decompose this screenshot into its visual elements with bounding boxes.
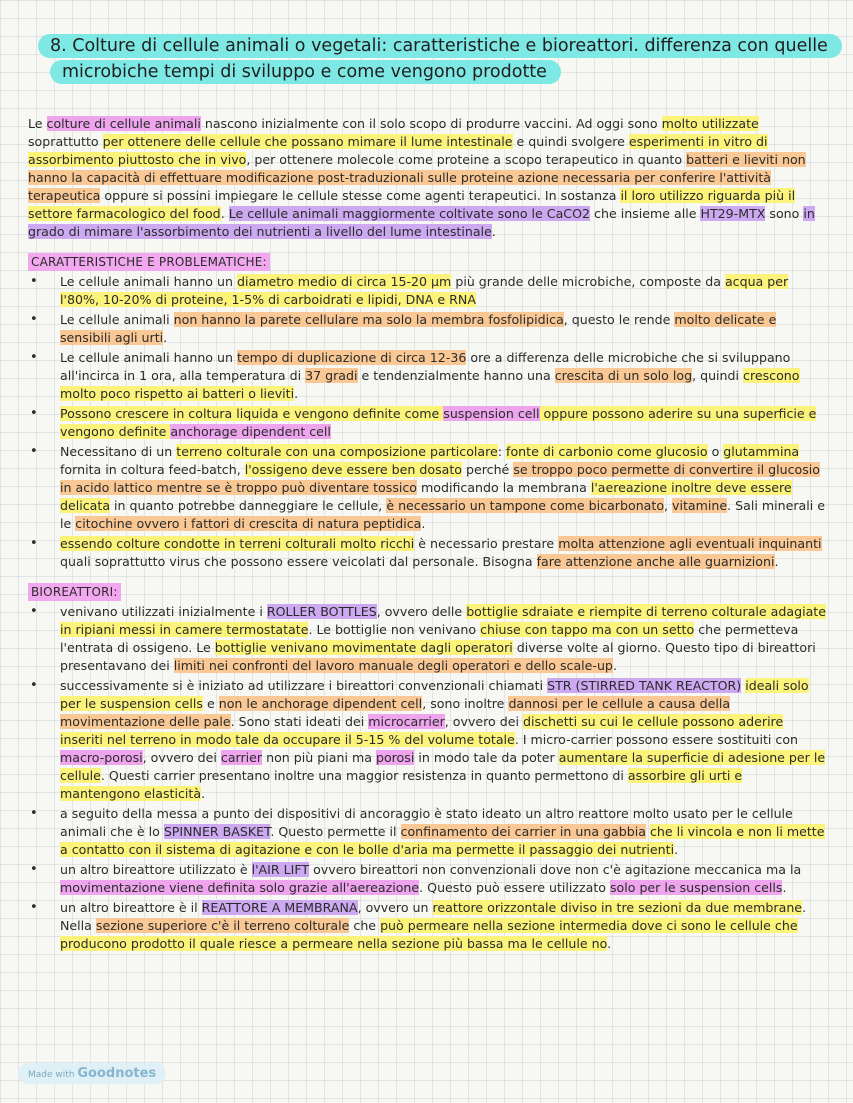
goodnotes-badge [18, 1063, 166, 1084]
text-run: . Le bottiglie non venivano [308, 622, 481, 637]
text-run: . Nella [60, 900, 807, 933]
text-run: . [220, 206, 229, 221]
highlight-y: ideali solo per le suspension cells [60, 678, 809, 711]
highlight-p: suspension cell [443, 406, 540, 421]
text-run: venivano utilizzati inizialmente i [60, 604, 267, 619]
text-run: , [664, 498, 673, 513]
section-caratteristiche [28, 253, 826, 571]
text-run: fornita in coltura feed-batch, [60, 462, 245, 477]
text-run: . Sali minerali e le [60, 498, 826, 531]
highlight-o: dannosi per le cellule a causa della movimentazione delle pale [60, 696, 731, 729]
highlight-y: aumentare la superficie di adesione per le cellule [60, 750, 826, 783]
highlight-o: non hanno la parete cellulare ma solo la membra fosfolipidica [173, 312, 564, 327]
text-run: Le [28, 116, 47, 131]
bullet-item [28, 349, 826, 403]
text-run: . Sono stati ideati dei [230, 714, 369, 729]
highlight-v: REATTORE A MEMBRANA [201, 900, 358, 915]
text-run: Le cellule animali hanno un [60, 274, 237, 289]
caratteristiche-list [28, 273, 826, 571]
goodnotes-logo: Goodnotes [77, 1066, 157, 1081]
text-run: soprattutto [28, 134, 103, 149]
bullet-item [28, 861, 826, 897]
highlight-y: esperimenti in vitro di assorbimento piuttosto che in vivo [28, 134, 768, 167]
bullet-item [28, 535, 826, 571]
text-run: più grande delle microbiche, composte da [451, 274, 725, 289]
highlight-o: confinamento dei carrier in una gabbia [400, 824, 646, 839]
highlight-y: oppure possono aderire su una superficie e vengono definite [60, 406, 817, 439]
highlight-y: crescono molto poco rispetto ai batteri o lieviti [60, 368, 800, 401]
text-run: che permetteva l'entrata di ossigeno. Le [60, 622, 799, 655]
text-run: , questo le rende [563, 312, 675, 327]
highlight-y: acqua per l'80%, 10-20% di proteine, 1-5% di carboidrati e lipidi, DNA e RNA [60, 274, 789, 307]
highlight-y: dischetti su cui le cellule possono aderire inseriti nel terreno in modo tale da occupare il 5-15 % del volume totale [60, 714, 784, 747]
highlight-y: molto utilizzate [661, 116, 759, 131]
text-run: . Questo permette il [270, 824, 401, 839]
bullet-item [28, 311, 826, 347]
text-run: , ovvero un [357, 900, 433, 915]
text-run: perché [462, 462, 514, 477]
text-run: . Questo può essere utilizzato [419, 880, 610, 895]
highlight-p: colture di cellule animali [46, 116, 201, 131]
text-run: . Questi carrier presentano inoltre una maggior resistenza in quanto permettono di [100, 768, 628, 783]
text-run: modificando la membrana [417, 480, 591, 495]
text-run: non più piani ma [262, 750, 376, 765]
text-run: che insieme alle [590, 206, 701, 221]
highlight-o: 37 gradi [305, 368, 358, 383]
text-run: Le cellule animali hanno un [60, 350, 237, 365]
text-run: e tendenzialmente hanno una [357, 368, 555, 383]
highlight-v: ROLLER BOTTLES [266, 604, 377, 619]
text-run: che [349, 918, 381, 933]
text-run: sono [765, 206, 804, 221]
highlight-y: può permeare nella sezione intermedia dove ci sono le cellule che producono prodotto il quale riesce a permeare nella sezione più bassa ma le cellule no [60, 918, 798, 951]
title-line-2: microbiche tempi di sviluppo e come vengono prodotte [50, 60, 561, 84]
bullet-item [28, 273, 826, 309]
section-bioreattori [28, 583, 826, 953]
text-run: , quindi [692, 368, 744, 383]
highlight-o: è necessario un tampone come bicarbonato [386, 498, 665, 513]
highlight-y: l'ossigeno deve essere ben dosato [244, 462, 462, 477]
highlight-v: STR (STIRRED TANK REACTOR) [547, 678, 742, 693]
highlight-y: Possono crescere in coltura liquida e vengono definite come [60, 406, 444, 421]
highlight-p: movimentazione viene definita solo grazie all'aereazione [60, 880, 420, 895]
highlight-p: solo per le suspension cells [609, 880, 783, 895]
highlight-y: reattore orizzontale diviso in tre sezioni da due membrane [432, 900, 803, 915]
text-run: o [707, 444, 724, 459]
text-run: Necessitano di un [60, 444, 177, 459]
text-run: Le cellule animali [60, 312, 174, 327]
highlight-v: Le cellule animali maggiormente coltivate sono le CaCO2 [228, 206, 591, 221]
text-run: . [421, 516, 426, 531]
text-run: oppure si possini impiegare le cellule stesse come agenti terapeutici. In sostanza [100, 188, 621, 203]
text-run: e quindi svolgere [512, 134, 629, 149]
bullet-item [28, 443, 826, 533]
text-run: quali soprattutto virus che possono essere veicolati dal personale. Bisogna [60, 554, 537, 569]
highlight-y: il loro utilizzo riguarda più il settore farmacologico del food [28, 188, 796, 221]
text-run: . [612, 658, 617, 673]
highlight-y: fonte di carbonio come glucosio [506, 444, 708, 459]
highlight-y: che li vincola e non li mette a contatto con il sistema di agitazione e con le bolle d'aria ma permette il passaggio dei nutrienti [60, 824, 825, 857]
text-run: . [491, 224, 496, 239]
text-run: in modo tale da poter [414, 750, 559, 765]
highlight-y: bottiglie sdraiate e riempite di terreno colturale adagiate in ripiani messi in camere termostatate [60, 604, 826, 637]
text-run: ovvero bireattori non convenzionali dove non c'è agitazione meccanica ma la [309, 862, 802, 877]
text-run: . [201, 786, 206, 801]
section-heading-caratteristiche: CARATTERISTICHE E PROBLEMATICHE: [28, 253, 270, 271]
highlight-y: chiuse con tappo ma con un setto [480, 622, 695, 637]
highlight-y: diametro medio di circa 15-20 µm [236, 274, 452, 289]
highlight-y: bottiglie venivano movimentate dagli operatori [214, 640, 513, 655]
title-line-1: 8. Colture di cellule animali o vegetali: caratteristiche e bioreattori. differenza con quelle [38, 34, 842, 58]
text-run: . [607, 936, 612, 951]
highlight-o: tempo di duplicazione di circa 12-36 [236, 350, 467, 365]
highlight-y: essendo colture condotte in terreni colturali molto ricchi [60, 536, 415, 551]
highlight-y: glutammina [723, 444, 800, 459]
highlight-o: vitamine [672, 498, 728, 513]
text-run: diverse volte al giorno. Questo tipo di bireattori presentavano dei [60, 640, 816, 673]
bullet-item [28, 899, 826, 953]
highlight-v: l'AIR LIFT [251, 862, 310, 877]
text-run: : [497, 444, 507, 459]
text-run: . [163, 330, 168, 345]
intro-paragraph [28, 115, 826, 241]
highlight-p: porosi [375, 750, 415, 765]
text-run: a seguito della messa a punto dei dispositivi di ancoraggio è stato ideato un altro reattore molto usato per le cellule animali che è lo [60, 806, 793, 839]
bullet-item [28, 805, 826, 859]
highlight-v: HT29-MTX [700, 206, 766, 221]
text-run: , sono inoltre [422, 696, 509, 711]
text-run: successivamente si è iniziato ad utilizzare i bireattori convenzionali chiamati [60, 678, 548, 693]
text-run: . [294, 386, 299, 401]
text-run: , ovvero delle [376, 604, 467, 619]
text-run: ore a differenza delle microbiche che si sviluppano all'incirca in 1 ora, alla temperatura di [60, 350, 791, 383]
text-run: è necessario prestare [414, 536, 559, 551]
highlight-o: molto delicate e sensibili agli urti [60, 312, 777, 345]
text-run: un altro bireattore è il [60, 900, 202, 915]
highlight-o: limiti nei confronti del lavoro manuale degli operatori e dello scale-up [173, 658, 613, 673]
bullet-item [28, 405, 826, 441]
text-run: , per ottenere molecole come proteine a scopo terapeutico in quanto [246, 152, 687, 167]
text-run: nascono inizialmente con il solo scopo di produrre vaccini. Ad oggi sono [200, 116, 662, 131]
highlight-p: microcarrier [368, 714, 445, 729]
highlight-y: assorbire gli urti e mantengono elasticità [60, 768, 743, 801]
highlight-o: molta attenzione agli eventuali inquinanti [558, 536, 822, 551]
bullet-item [28, 603, 826, 675]
highlight-o: crescita di un solo log [554, 368, 693, 383]
text-run: in quanto potrebbe danneggiare le cellule, [110, 498, 387, 513]
highlight-p: carrier [220, 750, 263, 765]
bullet-item [28, 677, 826, 803]
section-heading-bioreattori: BIOREATTORI: [28, 583, 121, 601]
highlight-o: non le anchorage dipendent cell [218, 696, 423, 711]
highlight-y: l'aereazione inoltre deve essere delicata [60, 480, 792, 513]
text-run: un altro bireattore utilizzato è [60, 862, 252, 877]
text-run: . [774, 554, 779, 569]
highlight-y: per ottenere delle cellule che possano mimare il lume intestinale [102, 134, 513, 149]
note-title [38, 34, 838, 84]
highlight-y: terreno colturale con una composizione particolare [176, 444, 498, 459]
highlight-o: sezione superiore c'è il terreno colturale [95, 918, 350, 933]
highlight-p: anchorage dipendent cell [170, 424, 331, 439]
highlight-o: citochine ovvero i fattori di crescita di natura peptidica [75, 516, 422, 531]
highlight-o: batteri e lieviti non hanno la capacità di effettuare modificazione post-traduzionali sulle proteine azione necessaria per conferire l'attività terapeutica [28, 152, 806, 203]
highlight-o: fare attenzione anche alle guarnizioni [536, 554, 775, 569]
text-run: . [782, 880, 787, 895]
text-run: , ovvero dei [444, 714, 524, 729]
highlight-v: in grado di mimare l'assorbimento dei nutrienti a livello del lume intestinale [28, 206, 815, 239]
text-run: , ovvero dei [142, 750, 221, 765]
text-run: e [202, 696, 219, 711]
bioreattori-list [28, 603, 826, 953]
text-run: . [674, 842, 679, 857]
note-body [28, 115, 826, 965]
highlight-o: se troppo poco permette di convertire il glucosio in acido lattico mentre se è troppo può diventare tossico [60, 462, 820, 495]
badge-prefix: Made with [28, 1070, 75, 1080]
text-run: . I micro-carrier possono essere sostituiti con [514, 732, 799, 747]
highlight-p: macro-porosi [60, 750, 143, 765]
highlight-v: SPINNER BASKET [163, 824, 271, 839]
